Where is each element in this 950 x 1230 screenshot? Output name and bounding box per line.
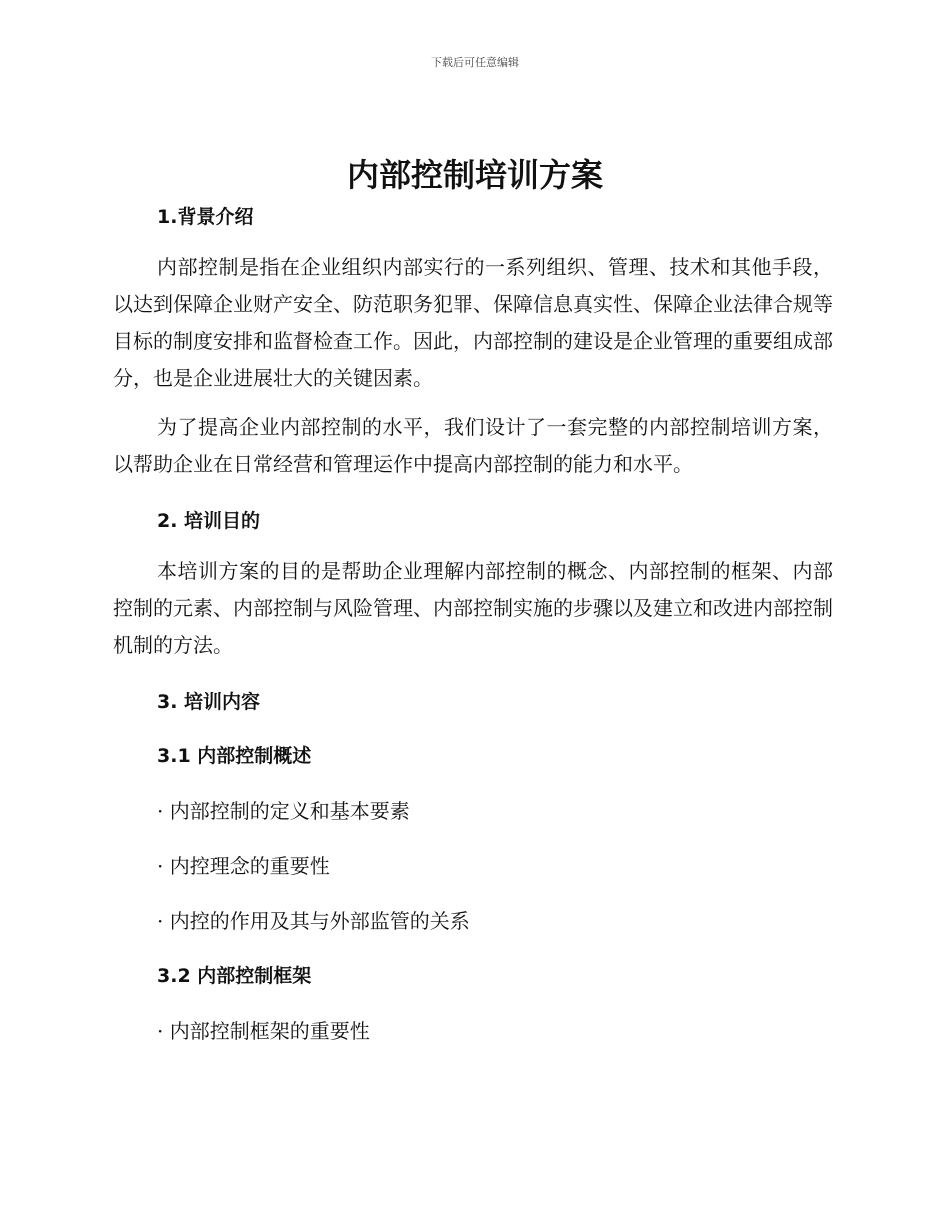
paragraph: 内部控制是指在企业组织内部实行的一系列组织、管理、技术和其他手段，以达到保障企业财产安全、防范职务犯罪、保障信息真实性、保障企业法律合规等目标的制度安排和监督检查工作。因此，内部控制的建设是企业管理的重要组成部分，也是企业进展壮大的关键因素。 <box>113 255 833 390</box>
section-heading-background: 1.背景介绍 <box>157 206 254 228</box>
subsection-heading: 3.2 内部控制框架 <box>157 965 312 987</box>
paragraph: 为了提高企业内部控制的水平，我们设计了一套完整的内部控制培训方案，以帮助企业在日常经营和管理运作中提高内部控制的能力和水平。 <box>113 415 833 476</box>
list-item: · 内部控制框架的重要性 <box>157 1019 370 1043</box>
document-body <box>113 202 833 1046</box>
paragraph: 本培训方案的目的是帮助企业理解内部控制的概念、内部控制的框架、内部控制的元素、内部控制与风险管理、内部控制实施的步骤以及建立和改进内部控制机制的方法。 <box>113 559 833 657</box>
subsection-heading: 3.1 内部控制概述 <box>157 745 312 767</box>
list-item: · 内控的作用及其与外部监管的关系 <box>157 909 470 933</box>
header-note: 下载后可任意编辑 <box>431 56 519 69</box>
list-item: · 内控理念的重要性 <box>157 854 330 878</box>
section-heading-objective: 2. 培训目的 <box>157 510 261 532</box>
list-item: · 内部控制的定义和基本要素 <box>157 799 410 823</box>
document-title: 内部控制培训方案 <box>346 156 603 194</box>
section-heading-content: 3. 培训内容 <box>157 691 261 713</box>
